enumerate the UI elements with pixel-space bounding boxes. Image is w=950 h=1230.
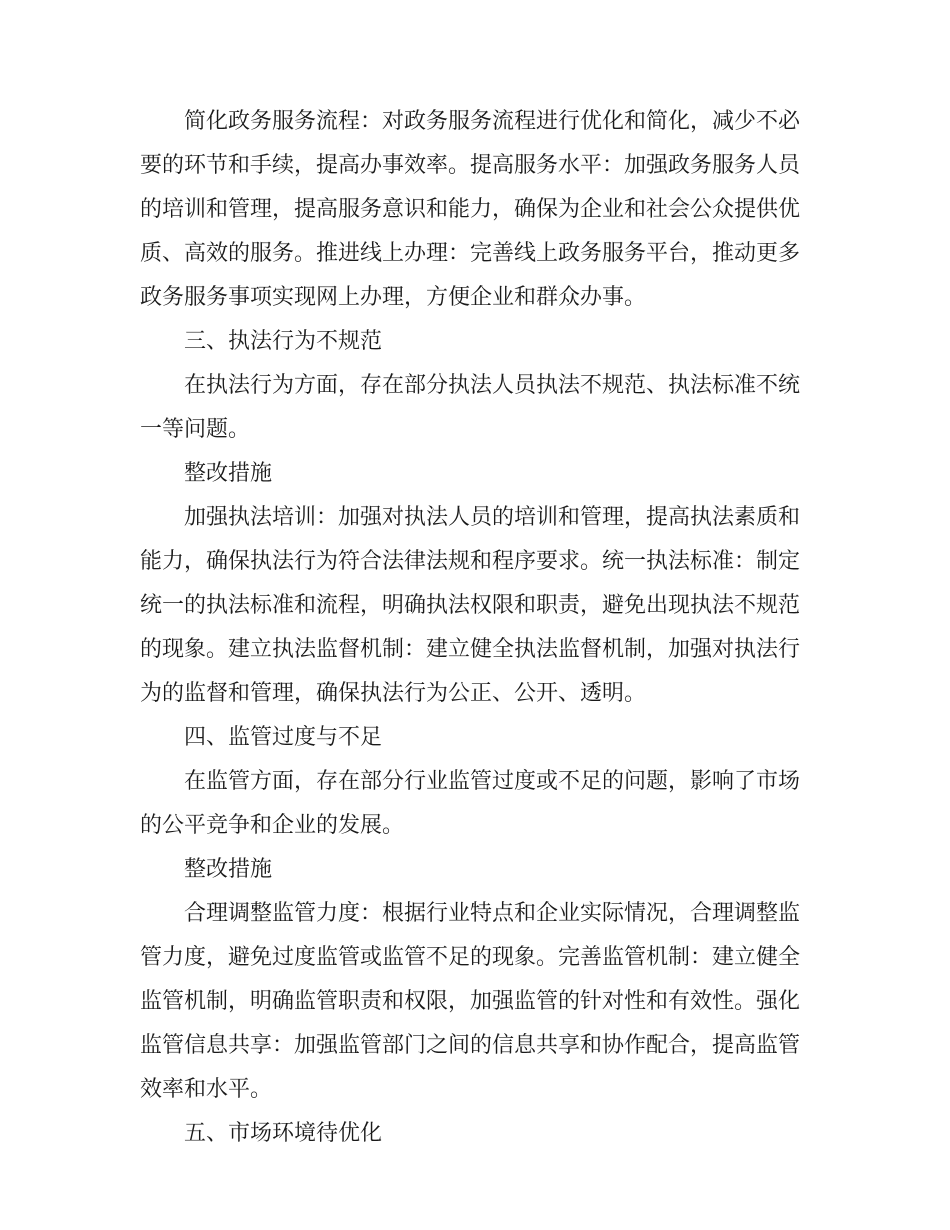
heading-law-enforcement: 三、执法行为不规范 bbox=[184, 329, 383, 354]
paragraph-regulation-problem: 在监管方面，存在部分行业监管过度或不足的问题，影响了市场的公平竞争和企业的发展。 bbox=[140, 769, 801, 838]
paragraph-simplify-services: 简化政务服务流程：对政务服务流程进行优化和简化，减少不必要的环节和手续，提高办事效率。提高服务水平：加强政务服务人员的培训和管理，提高服务意识和能力，确保为企业和社会公众提供优质、高效的服务。推进线上办理：完善线上政务服务平台，推动更多政务服务事项实现网上办理，方便企业和群众办事。 bbox=[140, 109, 801, 310]
heading-market-environment: 五、市场环境待优化 bbox=[184, 1121, 383, 1146]
document-body bbox=[140, 100, 800, 1156]
paragraph-law-enforcement-problem: 在执法行为方面，存在部分执法人员执法不规范、执法标准不统一等问题。 bbox=[140, 373, 801, 442]
paragraph-regulation-measures: 合理调整监管力度：根据行业特点和企业实际情况，合理调整监管力度，避免过度监管或监管不足的现象。完善监管机制：建立健全监管机制，明确监管职责和权限，加强监管的针对性和有效性。强化监管信息共享：加强监管部门之间的信息共享和协作配合，提高监管效率和水平。 bbox=[140, 901, 801, 1102]
subheading-rectification-measures: 整改措施 bbox=[184, 461, 273, 486]
paragraph-law-enforcement-measures: 加强执法培训：加强对执法人员的培训和管理，提高执法素质和能力，确保执法行为符合法律法规和程序要求。统一执法标准：制定统一的执法标准和流程，明确执法权限和职责，避免出现执法不规范的现象。建立执法监督机制：建立健全执法监督机制，加强对执法行为的监督和管理，确保执法行为公正、公开、透明。 bbox=[140, 505, 801, 706]
heading-regulation: 四、监管过度与不足 bbox=[184, 725, 383, 750]
subheading-rectification-measures: 整改措施 bbox=[184, 857, 273, 882]
